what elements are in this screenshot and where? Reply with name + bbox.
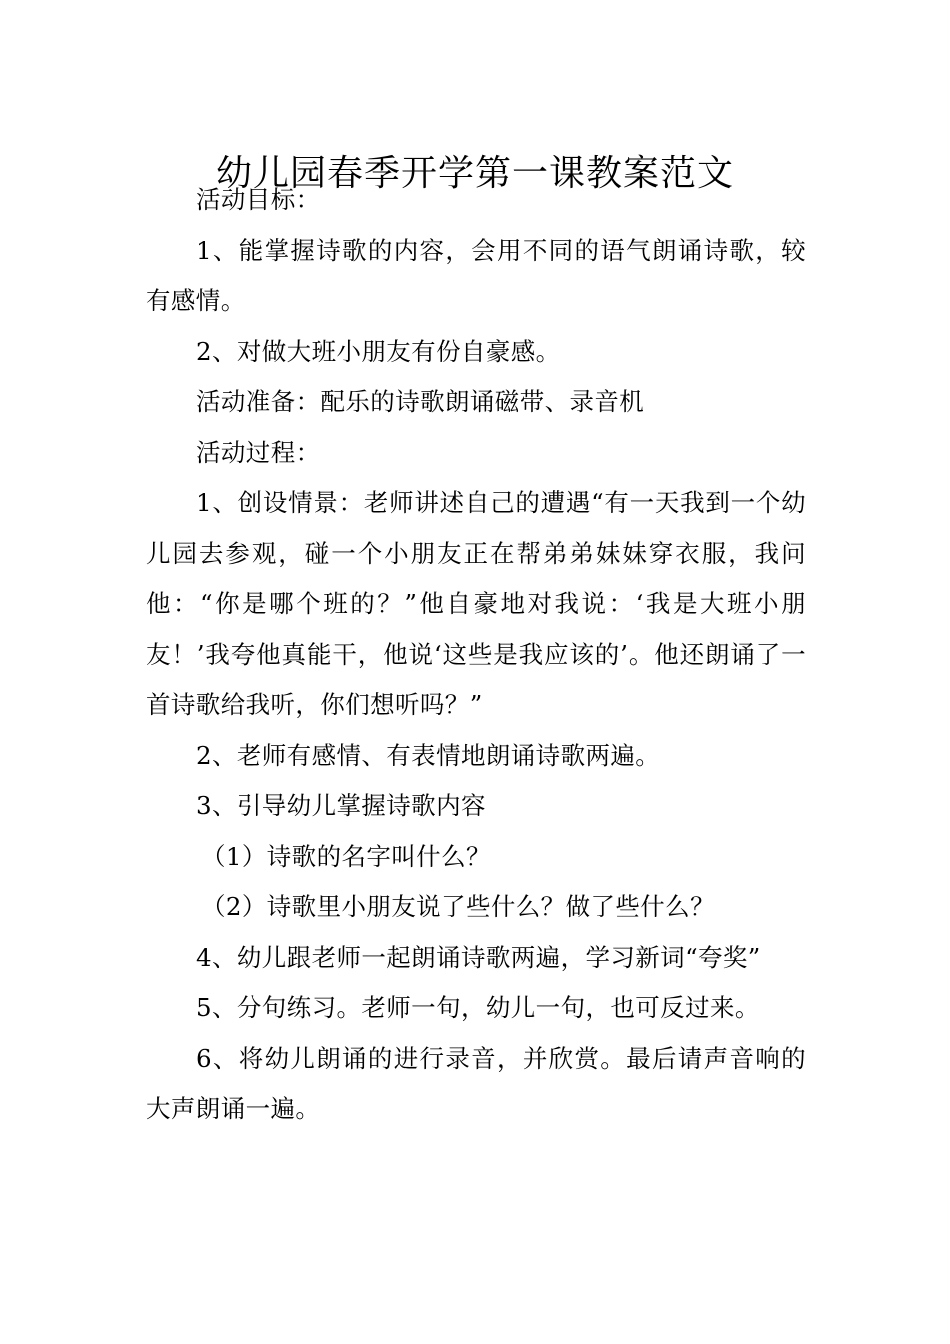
section-heading-process: 活动过程： bbox=[196, 437, 321, 467]
process-step-1: 1、创设情景：老师讲述自己的遭遇“有一天我到一个幼儿园去参观，碰一个小朋友正在帮弟弟妹妹穿衣服，我问他：“你是哪个班的？”他自豪地对我说：‘我是大班小朋友！’我夸他真能干，他说‘这些是我应该的’。他还朗诵了一首诗歌给我听，你们想听吗？” bbox=[146, 488, 806, 719]
process-step-5: 5、分句练习。老师一句，幼儿一句，也可反过来。 bbox=[196, 993, 760, 1022]
preparation-paragraph: 活动准备：配乐的诗歌朗诵磁带、录音机 bbox=[196, 387, 645, 416]
section-heading-objectives: 活动目标： bbox=[196, 185, 321, 214]
process-step-4: 4、幼儿跟老师一起朗诵诗歌两遍，学习新词“夸奖” bbox=[196, 942, 761, 972]
document-title: 幼儿园春季开学第一课教案范文 bbox=[215, 153, 734, 195]
objective-item-1: 1、能掌握诗歌的内容，会用不同的语气朗诵诗歌，较有感情。 bbox=[146, 235, 806, 315]
process-question-1: （1）诗歌的名字叫什么？ bbox=[201, 841, 491, 871]
process-step-6: 6、将幼儿朗诵的进行录音，并欣赏。最后请声音响的大声朗诵一遍。 bbox=[146, 1043, 806, 1123]
document-body bbox=[146, 175, 806, 1135]
objective-item-2: 2、对做大班小朋友有份自豪感。 bbox=[196, 336, 561, 366]
process-question-2: （2）诗歌里小朋友说了些什么？做了些什么？ bbox=[201, 892, 715, 921]
process-step-3: 3、引导幼儿掌握诗歌内容 bbox=[196, 791, 486, 820]
process-step-2: 2、老师有感情、有表情地朗诵诗歌两遍。 bbox=[196, 740, 661, 770]
